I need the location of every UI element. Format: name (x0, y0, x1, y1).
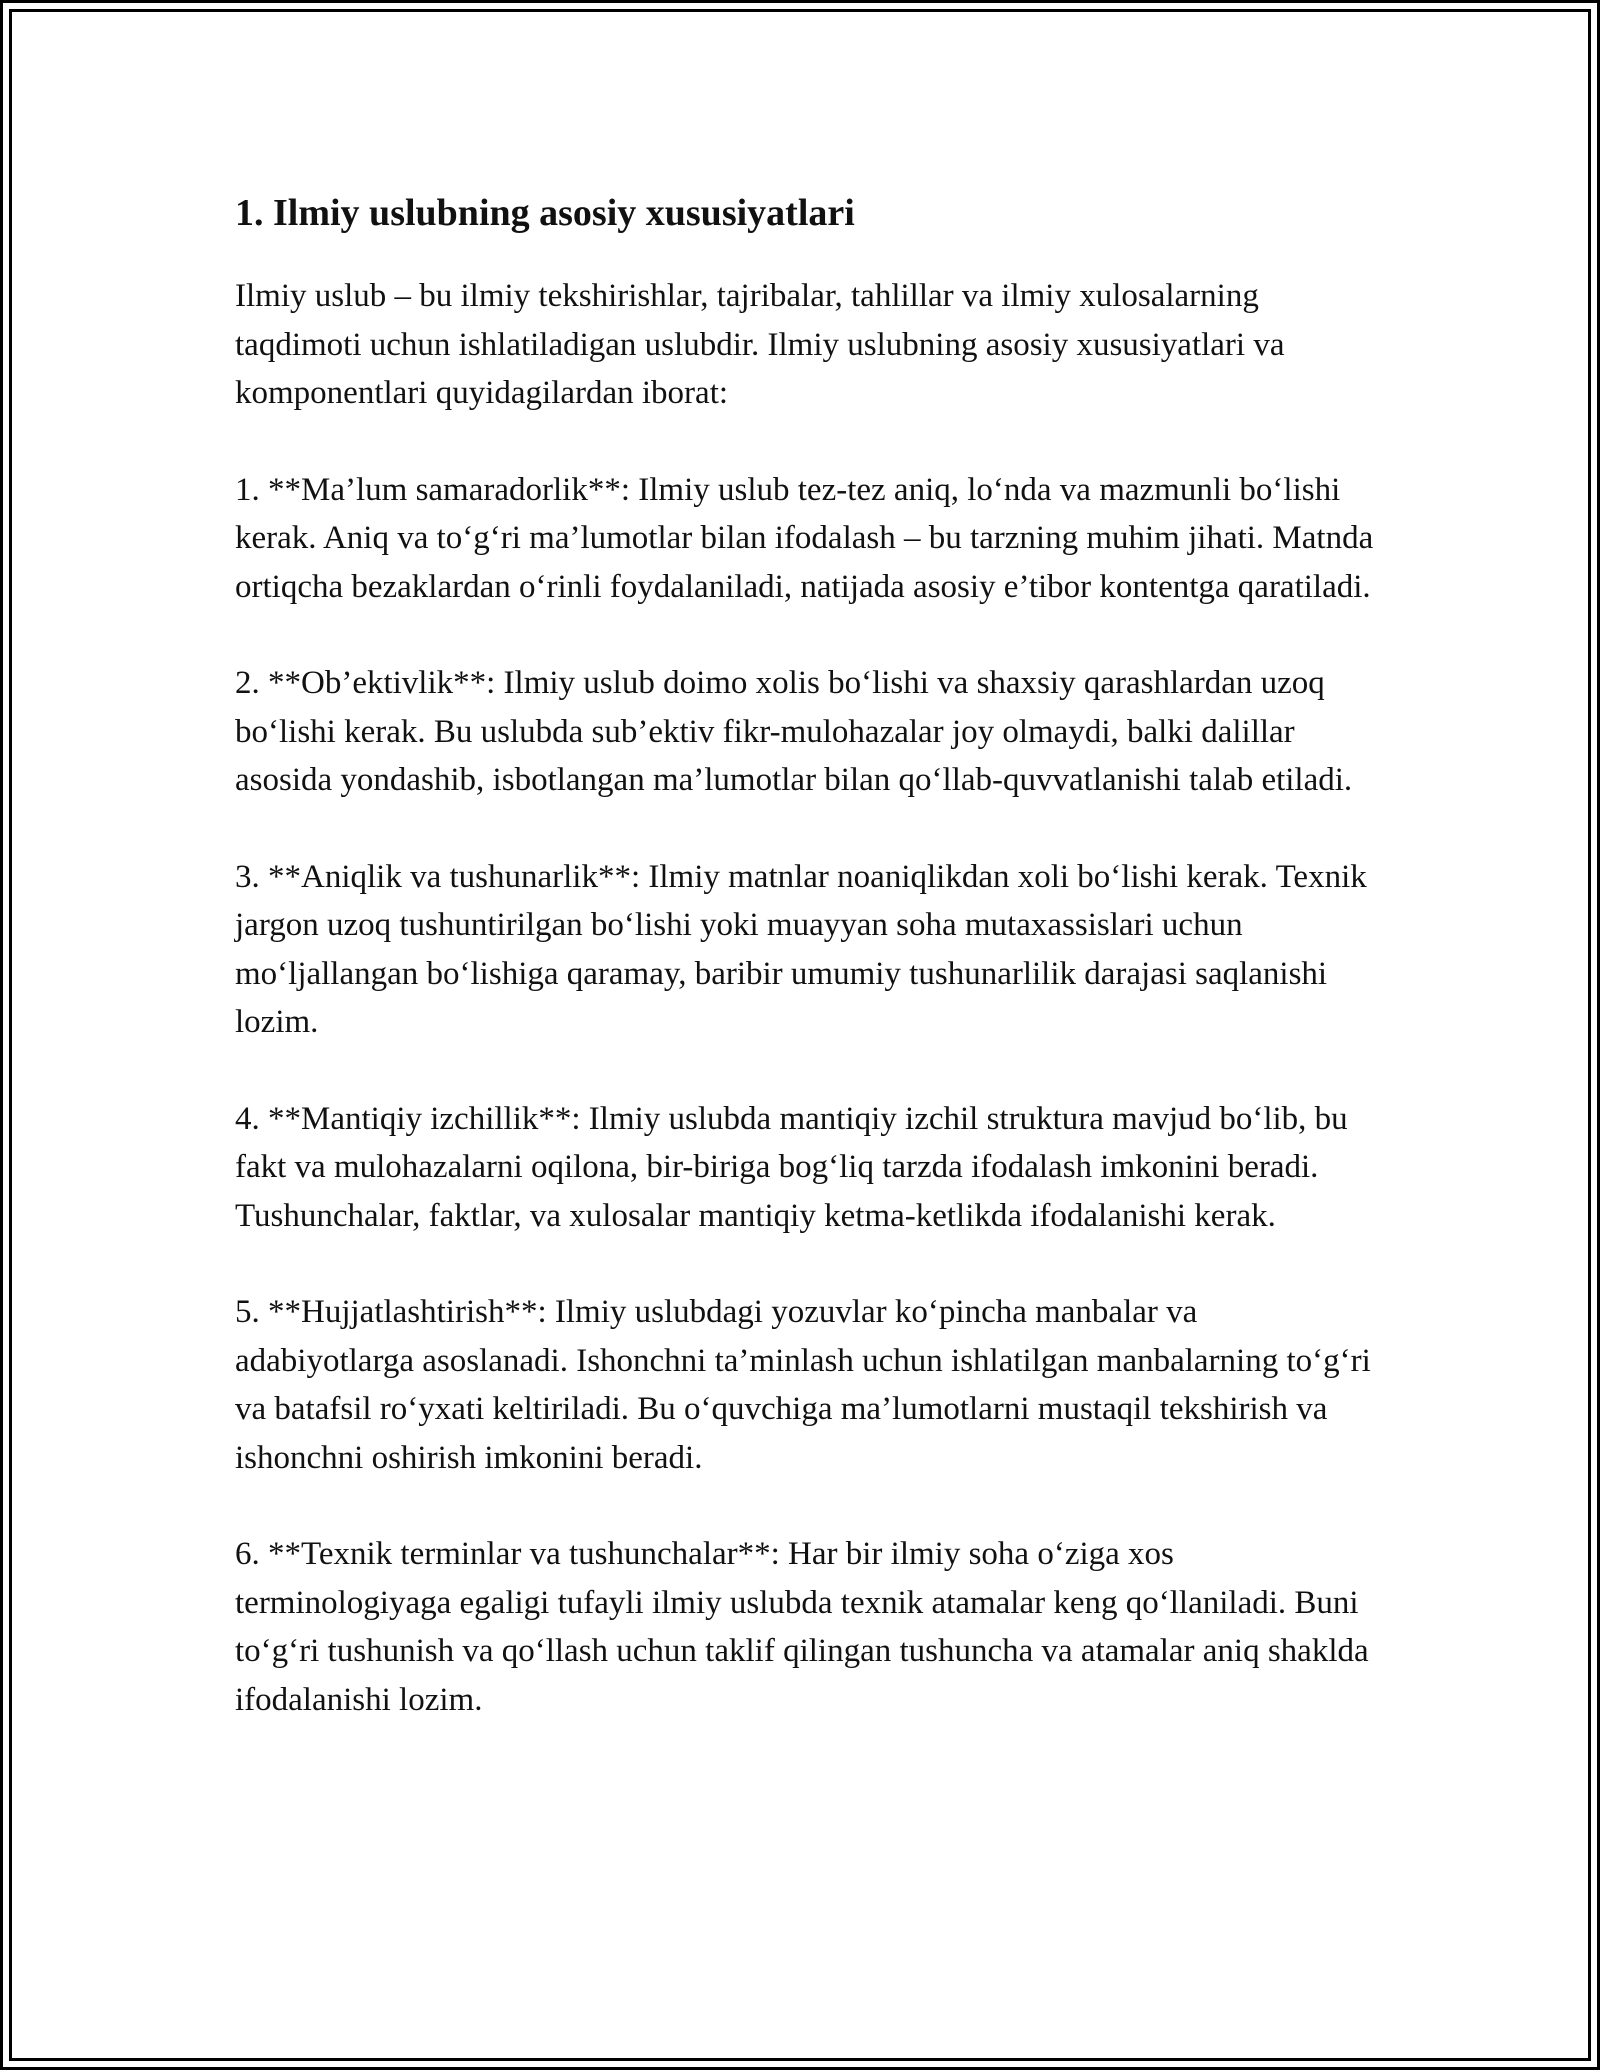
list-item-obektivlik: 2. **Ob’ektivlik**: Ilmiy uslub doimo xolis bo‘lishi va shaxsiy qarashlardan uzoq bo‘lishi kerak. Bu uslubda sub’ektiv fikr-mulohazalar joy olmaydi, balki dalillar asosida yondashib, isbotlangan ma’lumotlar bilan qo‘llab-quvvatlanishi talab etiladi. (235, 665, 1353, 798)
list-item-samaradorlik: 1. **Ma’lum samaradorlik**: Ilmiy uslub tez-tez aniq, lo‘nda va mazmunli bo‘lishi kerak. Aniq va to‘g‘ri ma’lumotlar bilan ifodalash – bu tarzning muhim jihati. Matnda ortiqcha bezaklardan o‘rinli foydalaniladi, natijada asosiy e’tibor kontentga qaratiladi. (235, 471, 1374, 605)
list-item-texnik-terminlar: 6. **Texnik terminlar va tushunchalar**: Har bir ilmiy soha o‘ziga xos terminologiyaga egaligi tufayli ilmiy uslubda texnik atamalar keng qo‘llaniladi. Buni to‘g‘ri tushunish va qo‘llash uchun taklif qilingan tushuncha va atamalar aniq shaklda ifodalanishi lozim. (235, 1536, 1369, 1718)
document-body (235, 187, 1375, 1772)
list-item-hujjatlashtirish: 5. **Hujjatlashtirish**: Ilmiy uslubdagi yozuvlar ko‘pincha manbalar va adabiyotlarga asoslanadi. Ishonchni ta’minlash uchun ishlatilgan manbalarning to‘g‘ri va batafsil ro‘yxati keltiriladi. Bu o‘quvchiga ma’lumotlarni mustaqil tekshirish va ishonchni oshirish imkonini beradi. (235, 1294, 1371, 1476)
intro-paragraph: Ilmiy uslub – bu ilmiy tekshirishlar, tajribalar, tahlillar va ilmiy xulosalarning taqdimoti uchun ishlatiladigan uslubdir. Ilmiy uslubning asosiy xususiyatlari va komponentlari quyidagilardan iborat: (235, 278, 1285, 411)
list-item-mantiqiy-izchillik: 4. **Mantiqiy izchillik**: Ilmiy uslubda mantiqiy izchil struktura mavjud bo‘lib, bu fakt va mulohazalarni oqilona, bir-biriga bog‘liq tarzda ifodalash imkonini beradi. Tushunchalar, faktlar, va xulosalar mantiqiy ketma-ketlikda ifodalanishi kerak. (235, 1100, 1348, 1234)
section-title: 1. Ilmiy uslubning asosiy xususiyatlari (235, 192, 855, 234)
list-item-aniqlik: 3. **Aniqlik va tushunarlik**: Ilmiy matnlar noaniqlikdan xoli bo‘lishi kerak. Texnik jargon uzoq tushuntirilgan bo‘lishi yoki muayyan soha mutaxassislari uchun mo‘ljallangan bo‘lishiga qaramay, baribir umumiy tushunarlilik darajasi saqlanishi lozim. (235, 858, 1367, 1040)
